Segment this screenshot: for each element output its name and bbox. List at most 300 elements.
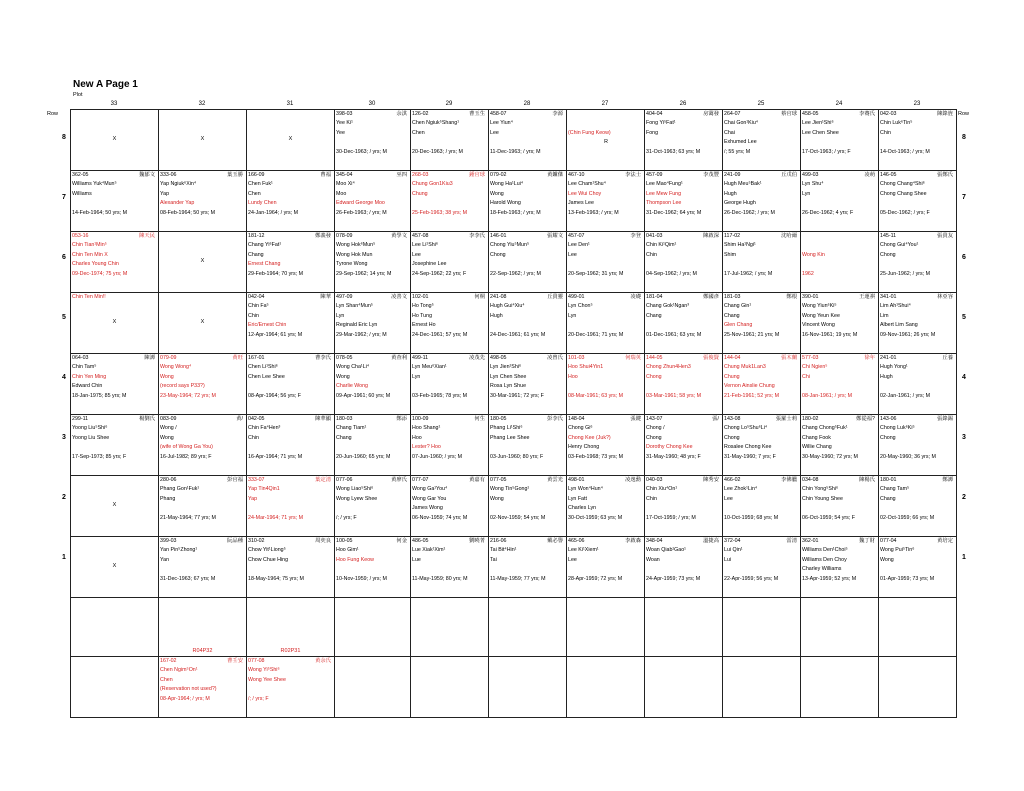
burial-date: 08-Mar-1961; 63 yrs; M bbox=[568, 392, 624, 399]
burial-date: 14-Feb-1964; 50 yrs; M bbox=[72, 209, 128, 216]
burial-date: 09-Nov-1961; 26 yrs; M bbox=[880, 331, 936, 338]
burial-date: 30-Oct-1959; 63 yrs; M bbox=[568, 514, 623, 521]
plot-cell bbox=[159, 293, 247, 354]
chinese-name: 房霭發 bbox=[703, 111, 719, 117]
name-line bbox=[645, 260, 722, 269]
name-line: Woan Qiab¹Gao¹ bbox=[646, 547, 686, 554]
name-line bbox=[645, 138, 722, 147]
plot-cell bbox=[335, 293, 411, 354]
name-line: Chai bbox=[724, 129, 735, 136]
burial-date: 20-Dec-1963; / yrs; M bbox=[412, 148, 463, 155]
empty-plot-mark: X bbox=[112, 502, 117, 508]
burial-date: 01-Dec-1961; 63 yrs; M bbox=[646, 331, 702, 338]
name-line: Wong Pui⁵Tin⁶ bbox=[880, 547, 915, 554]
chinese-name: 彭李氏 bbox=[547, 416, 563, 422]
chinese-name: 黄學文 bbox=[391, 233, 407, 239]
burial-date: 24-Dec-1961; 57 yrs; M bbox=[412, 331, 468, 338]
chinese-name: 曹福 bbox=[320, 172, 331, 178]
burial-date: 13-Apr-1959; 52 yrs; M bbox=[802, 575, 857, 582]
plot-id: 042-03 bbox=[880, 111, 897, 117]
name-line: Wong Yeun Kee bbox=[802, 312, 840, 319]
burial-date: 02-Oct-1959; 66 yrs; M bbox=[880, 514, 935, 521]
chinese-name: 何金 bbox=[396, 538, 407, 544]
chinese-name: 丘戊伯 bbox=[781, 172, 797, 178]
name-line: Chong Gui⁴You¹ bbox=[880, 242, 919, 249]
name-line: Chin Yong⁵Shi⁶ bbox=[802, 486, 839, 493]
name-line: R bbox=[604, 139, 608, 146]
plot-cell bbox=[247, 476, 335, 537]
name-line: (record says P33?) bbox=[160, 383, 205, 390]
name-line: (Reservation not used?) bbox=[160, 686, 217, 693]
chinese-name: 李源 bbox=[552, 111, 563, 117]
burial-date: 22-Sep-1962; / yrs; M bbox=[490, 270, 541, 277]
name-line: Vincent Wong bbox=[802, 322, 835, 329]
chinese-name: 凌茂先 bbox=[469, 355, 485, 361]
burial-date: /; 55 yrs; M bbox=[724, 148, 751, 155]
column-number: 24 bbox=[835, 101, 843, 107]
burial-date: 11-May-1959; 77 yrs; M bbox=[490, 575, 546, 582]
burial-date: 07-Jun-1960; / yrs; M bbox=[412, 453, 463, 460]
name-line: Hugh Gui⁴Xiu⁴ bbox=[490, 303, 525, 310]
plot-id: 077-08 bbox=[248, 658, 265, 664]
burial-date: 08-Jan-1961; / yrs; M bbox=[802, 392, 853, 399]
name-line: Chen Lee Shee bbox=[248, 373, 285, 380]
plot-cell bbox=[159, 598, 247, 657]
plot-id: 078-09 bbox=[336, 233, 353, 239]
name-line: Chung Muk1Lan3 bbox=[724, 364, 766, 371]
burial-date: 14-Oct-1963; / yrs; M bbox=[880, 148, 930, 155]
plot-cell bbox=[159, 354, 247, 415]
name-line: Wong bbox=[880, 556, 894, 563]
name-line: Chong bbox=[646, 434, 662, 441]
plot-cell bbox=[335, 354, 411, 415]
name-line bbox=[247, 443, 334, 452]
burial-date: 25-Feb-1963; 38 yrs; M bbox=[412, 209, 468, 216]
plot-cell bbox=[247, 354, 335, 415]
name-line bbox=[879, 504, 956, 513]
burial-date: 30-May-1960; 72 yrs; M bbox=[802, 453, 858, 460]
name-line: Chen bbox=[412, 129, 425, 136]
name-line: Charlie Wong bbox=[336, 383, 368, 390]
chinese-name: 何生 bbox=[474, 416, 485, 422]
name-line: Lee Chen Shee bbox=[802, 129, 839, 136]
plot-cell bbox=[411, 171, 489, 232]
column-number: 29 bbox=[445, 101, 453, 107]
plot-id: 362-05 bbox=[72, 172, 89, 178]
burial-date: 26-Dec-1962; / yrs; M bbox=[724, 209, 775, 216]
chinese-name: 黄余氏 bbox=[315, 658, 331, 664]
plot-id: 345-04 bbox=[336, 172, 353, 178]
name-line: Chong Chang⁴Shi⁶ bbox=[880, 181, 925, 188]
chinese-name: 張/ bbox=[712, 416, 719, 422]
chinese-name: 林亞容 bbox=[937, 294, 953, 300]
chinese-name: 凌逸勳 bbox=[625, 477, 641, 483]
plot-cell bbox=[879, 171, 957, 232]
chinese-name: 雷清 bbox=[786, 538, 797, 544]
plot-id: 100-05 bbox=[336, 538, 353, 544]
name-line bbox=[567, 321, 644, 330]
chinese-name: 徐年 bbox=[864, 355, 875, 361]
name-line: 1962 bbox=[802, 270, 814, 277]
plot-id: 145-11 bbox=[880, 233, 897, 239]
name-line: Chen bbox=[160, 676, 173, 683]
plot-cell bbox=[567, 110, 645, 171]
plot-id: 310-02 bbox=[248, 538, 265, 544]
chinese-name: 鄭從福? bbox=[856, 416, 875, 422]
name-line: Chung bbox=[412, 190, 428, 197]
chinese-name: 阮品種 bbox=[227, 538, 243, 544]
plot-id: 458-07 bbox=[490, 111, 507, 117]
name-line: Chin Yen Ming bbox=[72, 373, 107, 380]
plot-id: 180-01 bbox=[880, 477, 897, 483]
chinese-name: 張鄭氏 bbox=[937, 172, 953, 178]
plot-cell bbox=[801, 232, 879, 293]
name-line: Wong Ga¹You⁴ bbox=[412, 486, 448, 493]
chinese-name: 丘貴靈 bbox=[547, 294, 563, 300]
reservation-label: R04P32 bbox=[192, 648, 213, 654]
burial-date: 29-Sep-1962; 14 yrs; M bbox=[336, 270, 392, 277]
name-line: Hoo Shang¹ bbox=[412, 425, 441, 432]
plot-cell bbox=[335, 537, 411, 598]
chinese-name: 何瑞英 bbox=[625, 355, 641, 361]
name-line: Wong bbox=[336, 373, 350, 380]
plot-cell bbox=[879, 415, 957, 476]
plot-cell bbox=[801, 293, 879, 354]
plot-id: 117-02 bbox=[724, 233, 741, 239]
row-number: 6 bbox=[62, 254, 66, 261]
name-line: Chin Ten Min X bbox=[72, 251, 108, 258]
plot-cell bbox=[801, 598, 879, 657]
plot-id: 216-06 bbox=[490, 538, 507, 544]
name-line: Chin Xiu⁴On¹ bbox=[646, 486, 678, 493]
burial-date: 11-Dec-1963; / yrs; M bbox=[490, 148, 541, 155]
plot-cell bbox=[723, 598, 801, 657]
name-line: Lyn bbox=[802, 190, 811, 197]
burial-date: 04-Sep-1962; / yrs; M bbox=[646, 270, 697, 277]
plot-id: 077-07 bbox=[412, 477, 429, 483]
name-line: Chen bbox=[248, 190, 261, 197]
plot-id: 241-08 bbox=[490, 294, 507, 300]
chinese-name: 凌礎 bbox=[630, 294, 641, 300]
name-line: Lester? Hoo bbox=[412, 444, 441, 451]
plot-id: 499-11 bbox=[412, 355, 429, 361]
name-line bbox=[567, 565, 644, 574]
plot-cell bbox=[71, 232, 159, 293]
plot-cell bbox=[411, 598, 489, 657]
name-line: Lee Li¹Shi⁶ bbox=[412, 242, 439, 249]
plot-cell bbox=[489, 415, 567, 476]
plot-id: 167-02 bbox=[160, 658, 177, 664]
column-number: 25 bbox=[757, 101, 765, 107]
plot-id: 181-12 bbox=[248, 233, 265, 239]
plot-id: 498-01 bbox=[568, 477, 585, 483]
burial-date: 31-Dec-1963; 67 yrs; M bbox=[160, 575, 216, 582]
name-line: Lee bbox=[412, 251, 421, 258]
name-line: Rosa Lyn Shue bbox=[490, 383, 527, 390]
plot-cell bbox=[645, 354, 723, 415]
name-line: Harold Wong bbox=[490, 200, 521, 207]
plot-id: 457-09 bbox=[646, 172, 663, 178]
name-line: Exhumed Lee bbox=[724, 139, 757, 146]
burial-date: 03-Feb-1968; 73 yrs; M bbox=[568, 453, 624, 460]
plot-id: 077-04 bbox=[880, 538, 897, 544]
plot-cell bbox=[723, 171, 801, 232]
name-line: Lyn Chen Shee bbox=[490, 373, 527, 380]
name-line bbox=[879, 443, 956, 452]
name-line: Chang Fook bbox=[802, 434, 831, 441]
plot-cell bbox=[247, 598, 335, 657]
empty-plot-mark: X bbox=[288, 136, 293, 142]
chinese-name: 張鍵 bbox=[630, 416, 641, 422]
plot-id: 041-03 bbox=[646, 233, 663, 239]
burial-date: 03-Mar-1961; 58 yrs; M bbox=[646, 392, 702, 399]
chinese-name: 李佛臘 bbox=[781, 477, 797, 483]
chinese-name: 李賽氏 bbox=[859, 111, 875, 117]
burial-date: 24-Sep-1962; 22 yrs; F bbox=[412, 270, 467, 277]
plot-cell bbox=[801, 110, 879, 171]
name-line: Lee Ki¹Xiem¹ bbox=[568, 547, 599, 554]
burial-date: 17-Oct-1959; / yrs; M bbox=[646, 514, 696, 521]
name-line: Thompson Lee bbox=[646, 200, 682, 207]
plot-cell bbox=[411, 110, 489, 171]
name-line: Chang bbox=[724, 312, 740, 319]
column-number: 26 bbox=[679, 101, 687, 107]
plot-id: 333-06 bbox=[160, 172, 177, 178]
plot-row bbox=[71, 354, 957, 415]
row-number: 7 bbox=[962, 194, 966, 201]
name-line: Chang Gin¹ bbox=[724, 303, 752, 310]
name-line: Yee bbox=[336, 129, 345, 136]
name-line: Wong Tin⁵Gong¹ bbox=[490, 486, 530, 493]
chinese-name: 鄭根 bbox=[786, 294, 797, 300]
burial-date: 23-May-1964; 72 yrs; M bbox=[160, 392, 216, 399]
name-line bbox=[801, 199, 878, 208]
burial-date: 24-Dec-1961; 61 yrs; M bbox=[490, 331, 546, 338]
plot-id: 498-05 bbox=[490, 355, 507, 361]
name-line: Lee Wui Choy bbox=[568, 190, 602, 197]
name-line: Williams Yuk⁴Mun⁵ bbox=[72, 181, 117, 188]
chinese-name: 李法士 bbox=[625, 172, 641, 178]
name-line: Ernest Chang bbox=[248, 261, 281, 268]
column-number: 33 bbox=[110, 101, 118, 107]
burial-date: 17-Oct-1963; / yrs; F bbox=[802, 148, 851, 155]
plot-cell bbox=[247, 293, 335, 354]
name-line: Chin Ki¹Qim¹ bbox=[646, 242, 677, 249]
name-line: Lyn Won⁴Hun⁴ bbox=[568, 486, 603, 493]
plot-cell bbox=[335, 232, 411, 293]
burial-date: 03-Jun-1960; 80 yrs; F bbox=[490, 453, 544, 460]
plot-cell bbox=[159, 657, 247, 718]
row-number: 8 bbox=[62, 134, 66, 141]
plot-id: 143-07 bbox=[646, 416, 663, 422]
page-title: New A Page 1 bbox=[73, 79, 138, 90]
burial-date: 02-Nov-1959; 54 yrs; M bbox=[490, 514, 546, 521]
plot-id: 458-05 bbox=[802, 111, 819, 117]
plot-id: 268-03 bbox=[412, 172, 429, 178]
burial-date: 20-Dec-1961; 71 yrs; M bbox=[568, 331, 624, 338]
name-line: Lui bbox=[724, 556, 732, 563]
plot-id: 078-05 bbox=[336, 355, 353, 361]
plot-id: 146-01 bbox=[490, 233, 507, 239]
plot-cell bbox=[879, 232, 957, 293]
name-line bbox=[879, 260, 956, 269]
name-line: George Hugh bbox=[724, 200, 756, 207]
burial-date: 11-May-1959; 80 yrs; M bbox=[412, 575, 468, 582]
chinese-name: 張俊賢 bbox=[703, 355, 719, 361]
name-line: Lue Xiak¹Xim¹ bbox=[412, 547, 446, 554]
burial-date: 18-Jan-1975; 85 yrs; M bbox=[72, 392, 127, 399]
burial-date: /; / yrs; F bbox=[248, 695, 269, 702]
chinese-name: 曹壬安 bbox=[227, 658, 243, 664]
name-line: Hugh bbox=[724, 190, 737, 197]
chinese-name: 陳錄旌 bbox=[937, 111, 953, 117]
burial-date: 24-Jan-1964; / yrs; M bbox=[248, 209, 299, 216]
plot-cell bbox=[645, 598, 723, 657]
name-line: Chong bbox=[880, 434, 896, 441]
name-line bbox=[335, 443, 410, 452]
plot-id: 077-06 bbox=[336, 477, 353, 483]
name-line: Chow Chue Hing bbox=[248, 556, 289, 563]
chinese-name: 巫四 bbox=[396, 172, 407, 178]
name-line bbox=[567, 382, 644, 391]
name-line: Wong Hok⁶Mun⁵ bbox=[336, 242, 376, 249]
plot-cell bbox=[71, 171, 159, 232]
chinese-name: 黄嘉有 bbox=[469, 477, 485, 483]
name-line bbox=[801, 260, 878, 269]
burial-date: 10-Oct-1959; 68 yrs; M bbox=[724, 514, 779, 521]
column-number: 32 bbox=[198, 101, 206, 107]
plot-cell bbox=[879, 354, 957, 415]
plot-id: 362-01 bbox=[802, 538, 819, 544]
plot-cell bbox=[645, 415, 723, 476]
plot-cell bbox=[801, 476, 879, 537]
chinese-name: 鄭義發 bbox=[315, 233, 331, 239]
plot-id: 404-04 bbox=[646, 111, 663, 117]
plot-cell bbox=[335, 476, 411, 537]
name-line: Phang Lee Shee bbox=[490, 434, 530, 441]
name-line bbox=[247, 565, 334, 574]
chinese-name: 凌善文 bbox=[391, 294, 407, 300]
burial-date: 30-Dec-1963; / yrs; M bbox=[336, 148, 387, 155]
name-line bbox=[801, 504, 878, 513]
burial-date: 26-Feb-1963; / yrs; M bbox=[336, 209, 387, 216]
row-number: 3 bbox=[962, 434, 966, 441]
chinese-name: 鍾官球 bbox=[469, 172, 485, 178]
chinese-name: 凌曾氏 bbox=[547, 355, 563, 361]
burial-date: 10-Nov-1959; / yrs; M bbox=[336, 575, 387, 582]
name-line: Tai Bit⁴Hin¹ bbox=[490, 547, 517, 554]
name-line: Lyn Fatt bbox=[568, 495, 587, 502]
chinese-name: 黄旺 bbox=[232, 355, 243, 361]
plot-cell bbox=[801, 415, 879, 476]
plot-row bbox=[71, 171, 957, 232]
name-line: Chong Chang Shee bbox=[880, 190, 927, 197]
row-number: 2 bbox=[962, 494, 966, 501]
name-line: Chin bbox=[646, 251, 657, 258]
column-number: 28 bbox=[523, 101, 531, 107]
burial-date: 08-Feb-1964; 50 yrs; M bbox=[160, 209, 216, 216]
chinese-name: 余淇 bbox=[396, 111, 407, 117]
plot-id: 180-03 bbox=[336, 416, 353, 422]
column-numbers bbox=[70, 101, 958, 109]
name-line: Hoo Gim¹ bbox=[336, 547, 359, 554]
plot-cell bbox=[567, 293, 645, 354]
name-line: Wong Yee Shee bbox=[248, 676, 286, 683]
plot-id: 077-05 bbox=[490, 477, 507, 483]
chinese-name: 魏丁財 bbox=[859, 538, 875, 544]
plot-cell bbox=[489, 354, 567, 415]
chinese-name: 鄭譚 bbox=[942, 477, 953, 483]
plot-cell bbox=[71, 537, 159, 598]
name-line: Yee Ki¹ bbox=[336, 120, 353, 127]
name-line: Hugh bbox=[880, 373, 893, 380]
chinese-name: 溫捷高 bbox=[703, 538, 719, 544]
plot-cell bbox=[879, 110, 957, 171]
plot-cell bbox=[159, 110, 247, 171]
reservation-detail-row bbox=[71, 657, 957, 718]
name-line bbox=[723, 260, 800, 269]
plot-row bbox=[71, 110, 957, 171]
burial-date: 03-Feb-1965; 78 yrs; M bbox=[412, 392, 468, 399]
plot-cell bbox=[567, 232, 645, 293]
burial-date: 31-May-1960; 48 yrs; F bbox=[646, 453, 701, 460]
burial-date: 16-Jul-1982; 89 yrs; F bbox=[160, 453, 212, 460]
name-line: Shim Ha¹Ngi¹ bbox=[724, 242, 756, 249]
chinese-name: 張錄錫 bbox=[937, 416, 953, 422]
plot-cell bbox=[159, 476, 247, 537]
name-line bbox=[723, 565, 800, 574]
name-line: Yoong Liu⁵Shi⁶ bbox=[72, 425, 108, 432]
burial-date: 29-Mar-1962; / yrs; M bbox=[336, 331, 387, 338]
name-line: Lee bbox=[568, 251, 577, 258]
name-line bbox=[489, 443, 566, 452]
name-line: Lee bbox=[568, 556, 577, 563]
plot-cell bbox=[71, 415, 159, 476]
chinese-name: 葉定清 bbox=[315, 477, 331, 483]
plot-cell bbox=[159, 537, 247, 598]
name-line: Wong Lyew Shee bbox=[336, 495, 378, 502]
burial-date: 01-Apr-1959; 73 yrs; M bbox=[880, 575, 935, 582]
chinese-name: 陳譚 bbox=[144, 355, 155, 361]
name-line: Chong Yiu⁵Mun⁵ bbox=[490, 242, 530, 249]
chinese-name: 張羅士莉 bbox=[775, 416, 797, 422]
plot-cell bbox=[567, 598, 645, 657]
name-line: Yap Tin4Qin1 bbox=[248, 486, 280, 493]
name-line bbox=[247, 504, 334, 513]
name-line: Hugh bbox=[490, 312, 503, 319]
name-line: Lee Jien¹Shi⁶ bbox=[802, 120, 834, 127]
name-line: Chang bbox=[646, 312, 662, 319]
burial-date: 31-Oct-1963; 63 yrs; M bbox=[646, 148, 701, 155]
name-line: Lee Yiun⁴ bbox=[490, 120, 513, 127]
plot-cell bbox=[879, 598, 957, 657]
plot-id: 457-07 bbox=[568, 233, 585, 239]
burial-date: 18-May-1964; 75 yrs; M bbox=[248, 575, 304, 582]
burial-date: 29-Feb-1964; 70 yrs; M bbox=[248, 270, 304, 277]
name-line: Wong Ha¹Lui⁴ bbox=[490, 181, 524, 188]
plot-cell bbox=[489, 537, 567, 598]
row-number: 4 bbox=[62, 374, 66, 381]
plot-id: 465-06 bbox=[568, 538, 585, 544]
chinese-name: 李茂豐 bbox=[703, 172, 719, 178]
name-line: Williams bbox=[72, 190, 92, 197]
plot-cell bbox=[159, 415, 247, 476]
plot-row bbox=[71, 476, 957, 537]
name-line: Chong bbox=[646, 373, 662, 380]
plot-cell bbox=[489, 110, 567, 171]
plot-id: 372-04 bbox=[724, 538, 741, 544]
chinese-name: 陳秀安 bbox=[703, 477, 719, 483]
